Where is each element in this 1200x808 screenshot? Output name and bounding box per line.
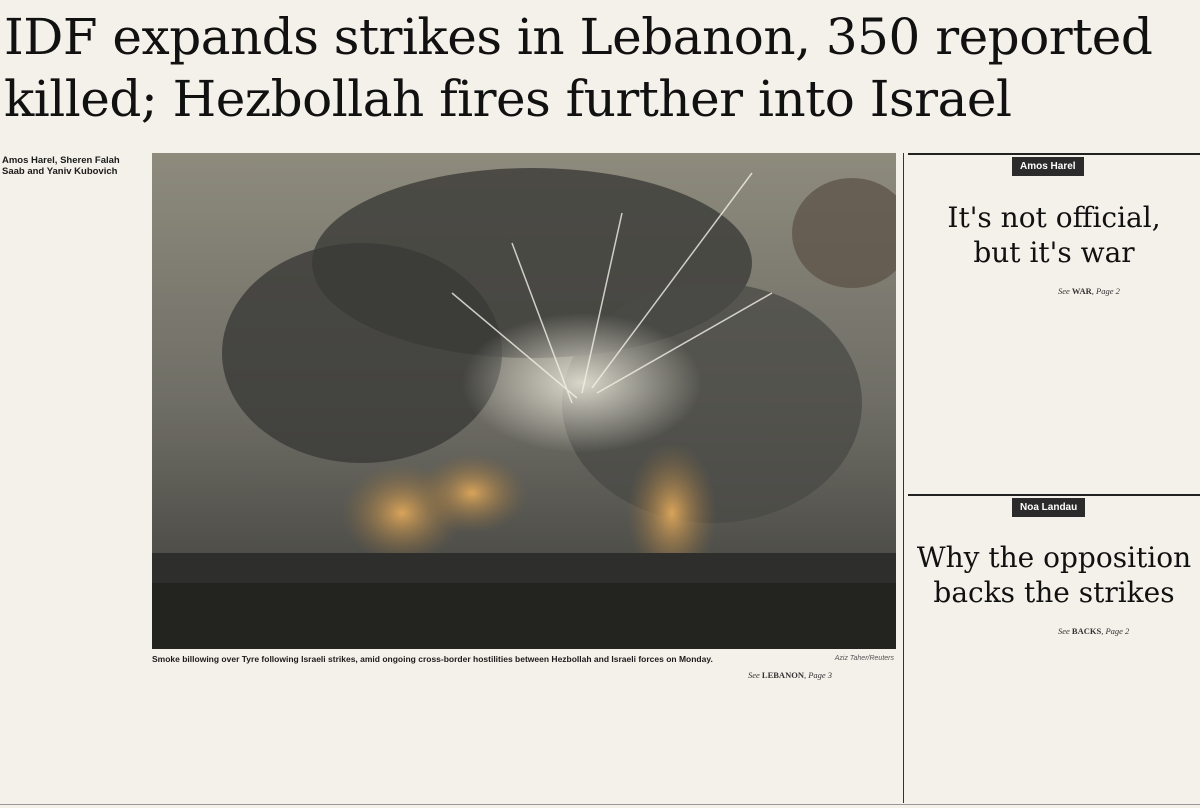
analysis-1-top-rule	[908, 153, 1200, 155]
analysis-2-jump: See BACKS, Page 2	[1058, 626, 1130, 636]
caption-text: Smoke billowing over Tyre following Israeli strikes, amid ongoing cross-border hostilities between Hezbollah and Israeli forces on Monday.	[152, 654, 713, 664]
analysis-2-column-1	[910, 622, 1050, 802]
photo-caption	[152, 652, 896, 668]
main-story-column-4	[450, 668, 596, 802]
lead-photo	[152, 153, 896, 649]
analysis-2-author-tag: Noa Landau	[1012, 498, 1085, 517]
byline-line-1: Amos Harel, Sheren Falah	[2, 155, 120, 166]
analysis-1-column-2	[1058, 282, 1198, 492]
page-bottom-rule	[0, 804, 1200, 805]
main-jump-word: LEBANON	[761, 670, 804, 680]
analysis-2-jump-word: BACKS	[1071, 626, 1102, 636]
analysis-2-top-rule	[908, 494, 1200, 496]
analysis-1-column-1	[910, 282, 1050, 492]
main-story-column-1	[2, 180, 150, 800]
main-story-jump: See LEBANON, Page 3	[748, 670, 833, 680]
main-story-column-5	[599, 668, 745, 802]
analysis-1-author-tag: Amos Harel	[1012, 157, 1084, 176]
main-story-column-6	[748, 668, 896, 802]
analysis-1-title: It's not official, but it's war	[947, 201, 1161, 269]
byline-line-2: Saab and Yaniv Kubovich	[2, 166, 118, 177]
analysis-2-column-2	[1058, 622, 1198, 802]
column-divider	[903, 153, 904, 803]
analysis-2-title: Why the opposition backs the strikes	[916, 541, 1192, 609]
analysis-1-jump: See WAR, Page 2	[1058, 286, 1120, 296]
photo-credit: Aziz Taher/Reuters	[834, 655, 894, 662]
main-byline	[2, 155, 150, 177]
main-story-column-3	[301, 668, 447, 802]
headline-line-2: killed; Hezbollah fires further into Israel	[4, 70, 1012, 128]
analysis-1-jump-word: WAR	[1071, 286, 1092, 296]
headline-line-1: IDF expands strikes in Lebanon, 350 reported	[4, 8, 1153, 66]
headline	[4, 6, 1194, 130]
main-story-column-2	[152, 668, 298, 802]
smoke-over-tyre-photo	[152, 153, 896, 649]
